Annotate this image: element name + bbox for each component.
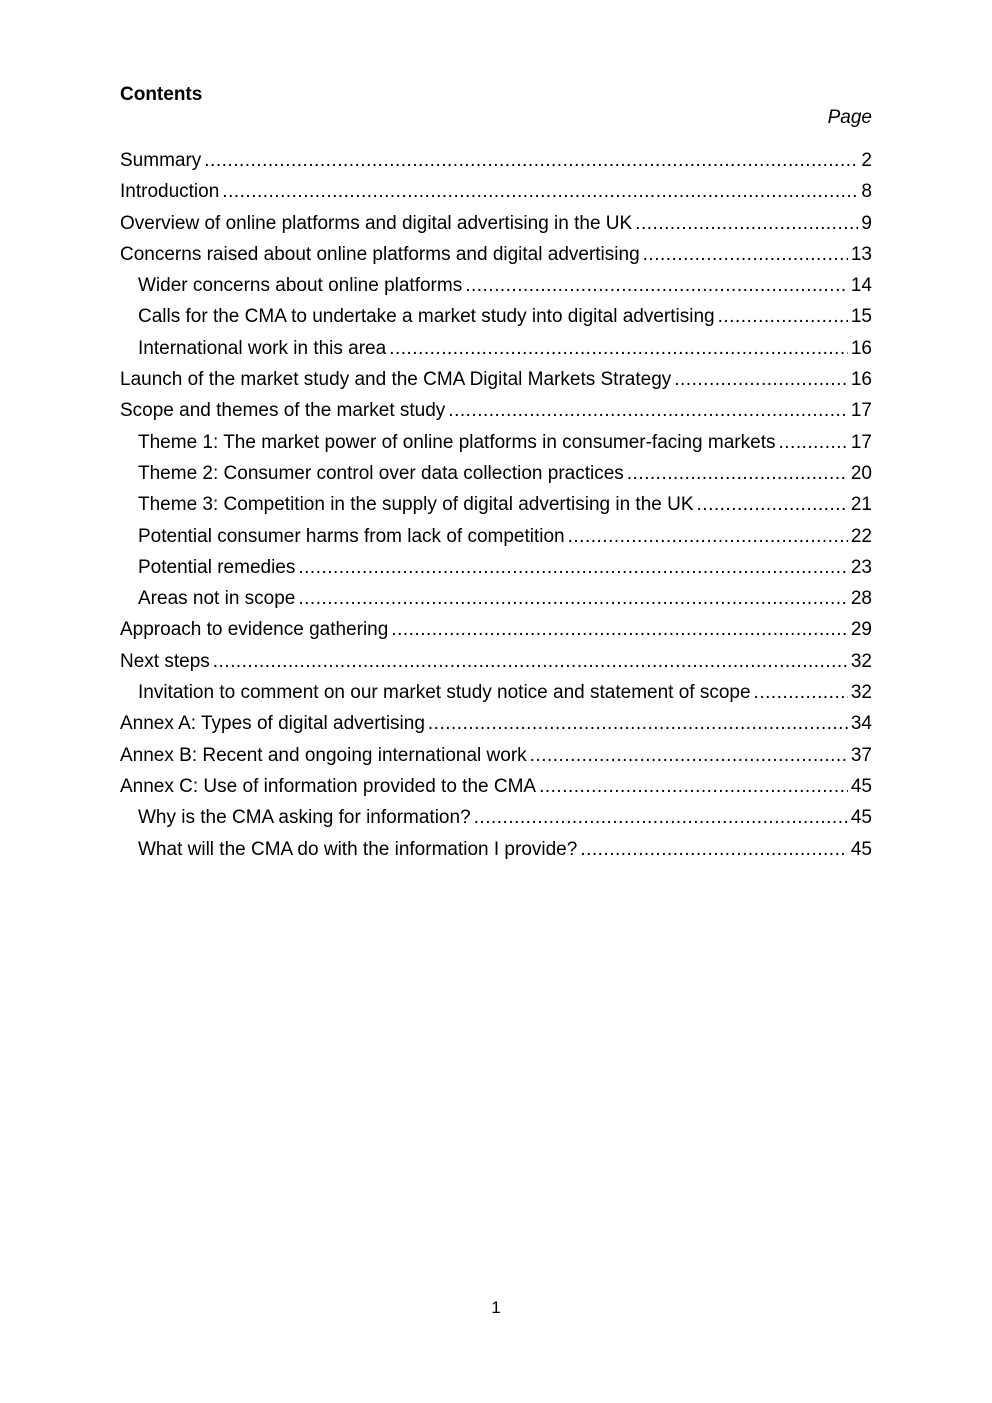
toc-entry-title: Theme 3: Competition in the supply of digital advertising in the UK xyxy=(138,494,694,516)
table-of-contents xyxy=(120,148,872,868)
toc-entry-page: 37 xyxy=(850,744,872,766)
toc-entry-title: Summary xyxy=(120,150,202,171)
toc-dot-leader xyxy=(568,524,848,550)
toc-dot-leader xyxy=(674,367,848,393)
toc-entry[interactable] xyxy=(120,461,872,492)
toc-entry[interactable] xyxy=(120,367,872,398)
toc-dot-leader xyxy=(204,148,858,174)
toc-entry[interactable] xyxy=(120,304,872,335)
toc-entry-title: Theme 1: The market power of online platforms in consumer-facing markets xyxy=(138,431,776,453)
toc-entry-title: Next steps xyxy=(120,650,210,672)
toc-entry-title: Launch of the market study and the CMA Digital Markets Strategy xyxy=(120,369,672,391)
toc-entry[interactable] xyxy=(120,743,872,774)
toc-entry[interactable] xyxy=(120,398,872,429)
toc-dot-leader xyxy=(530,743,848,769)
toc-entry-page: 20 xyxy=(850,462,872,484)
toc-entry[interactable] xyxy=(120,336,872,367)
toc-entry[interactable] xyxy=(120,524,872,555)
toc-entry[interactable] xyxy=(120,430,872,461)
toc-entry[interactable] xyxy=(120,837,872,868)
toc-dot-leader xyxy=(298,555,847,581)
toc-entry-page: 34 xyxy=(850,713,872,735)
toc-entry-page: 14 xyxy=(850,275,872,297)
toc-entry-title: Annex B: Recent and ongoing international work xyxy=(120,744,527,766)
toc-dot-leader xyxy=(448,398,848,424)
toc-entry-page: 32 xyxy=(850,682,872,704)
toc-entry-page: 9 xyxy=(861,212,872,234)
toc-entry[interactable] xyxy=(120,711,872,742)
toc-entry-title: Wider concerns about online platforms xyxy=(138,275,463,297)
toc-entry-title: Theme 2: Consumer control over data collection practices xyxy=(138,462,624,484)
toc-entry-title: Annex A: Types of digital advertising xyxy=(120,713,425,735)
toc-dot-leader xyxy=(778,430,847,456)
toc-entry[interactable] xyxy=(120,273,872,304)
toc-dot-leader xyxy=(391,617,848,643)
page-column-label: Page xyxy=(827,107,872,128)
toc-entry-title: Potential remedies xyxy=(138,556,296,578)
toc-entry-page: 15 xyxy=(850,306,872,328)
toc-entry-title: Why is the CMA asking for information? xyxy=(138,807,471,829)
toc-dot-leader xyxy=(754,680,848,706)
toc-entry-title: What will the CMA do with the information I provide? xyxy=(138,838,578,860)
toc-entry-page: 23 xyxy=(850,556,872,578)
toc-entry-page: 17 xyxy=(850,400,872,422)
toc-entry-page: 32 xyxy=(850,650,872,672)
toc-entry-title: Overview of online platforms and digital advertising in the UK xyxy=(120,212,633,234)
toc-entry-title: Introduction xyxy=(120,181,220,203)
footer-page-number: 1 xyxy=(491,1298,501,1317)
toc-entry-page: 22 xyxy=(850,525,872,547)
toc-dot-leader xyxy=(465,273,848,299)
toc-entry-title: Scope and themes of the market study xyxy=(120,400,446,422)
toc-dot-leader xyxy=(539,774,848,800)
toc-entry[interactable] xyxy=(120,774,872,805)
toc-entry-page: 28 xyxy=(850,588,872,610)
toc-dot-leader xyxy=(474,805,848,831)
toc-entry-page: 45 xyxy=(850,775,872,797)
toc-entry[interactable] xyxy=(120,492,872,523)
toc-entry[interactable] xyxy=(120,179,872,210)
toc-entry-title: Potential consumer harms from lack of competition xyxy=(138,525,565,547)
toc-entry-title: Invitation to comment on our market study notice and statement of scope xyxy=(138,682,751,704)
toc-dot-leader xyxy=(635,211,858,237)
toc-dot-leader xyxy=(428,711,848,737)
toc-entry-page: 21 xyxy=(850,494,872,516)
toc-entry[interactable] xyxy=(120,805,872,836)
toc-dot-leader xyxy=(222,179,858,205)
toc-entry[interactable] xyxy=(120,586,872,617)
toc-dot-leader xyxy=(643,242,848,268)
toc-entry-page: 2 xyxy=(861,150,872,171)
toc-entry-page: 45 xyxy=(850,838,872,860)
toc-entry[interactable] xyxy=(120,148,872,179)
toc-entry-page: 29 xyxy=(850,619,872,641)
toc-entry[interactable] xyxy=(120,680,872,711)
toc-entry[interactable] xyxy=(120,242,872,273)
contents-heading: Contents xyxy=(120,84,203,105)
toc-entry-page: 45 xyxy=(850,807,872,829)
toc-entry-page: 17 xyxy=(850,431,872,453)
toc-dot-leader xyxy=(697,492,848,518)
toc-entry-title: Calls for the CMA to undertake a market study into digital advertising xyxy=(138,306,715,328)
toc-dot-leader xyxy=(389,336,848,362)
toc-entry[interactable] xyxy=(120,555,872,586)
toc-entry[interactable] xyxy=(120,649,872,680)
toc-dot-leader xyxy=(718,304,848,330)
toc-dot-leader xyxy=(213,649,848,675)
toc-entry-page: 13 xyxy=(850,243,872,265)
toc-dot-leader xyxy=(580,837,848,863)
toc-dot-leader xyxy=(298,586,847,612)
toc-entry-title: Approach to evidence gathering xyxy=(120,619,389,641)
toc-dot-leader xyxy=(627,461,848,487)
toc-entry-title: Areas not in scope xyxy=(138,588,296,610)
toc-entry-page: 16 xyxy=(850,369,872,391)
toc-entry-title: International work in this area xyxy=(138,337,387,359)
toc-entry-title: Annex C: Use of information provided to the CMA xyxy=(120,775,537,797)
toc-entry-page: 8 xyxy=(861,181,872,203)
toc-entry[interactable] xyxy=(120,617,872,648)
toc-entry-title: Concerns raised about online platforms and digital advertising xyxy=(120,243,640,265)
toc-entry[interactable] xyxy=(120,211,872,242)
toc-entry-page: 16 xyxy=(850,337,872,359)
